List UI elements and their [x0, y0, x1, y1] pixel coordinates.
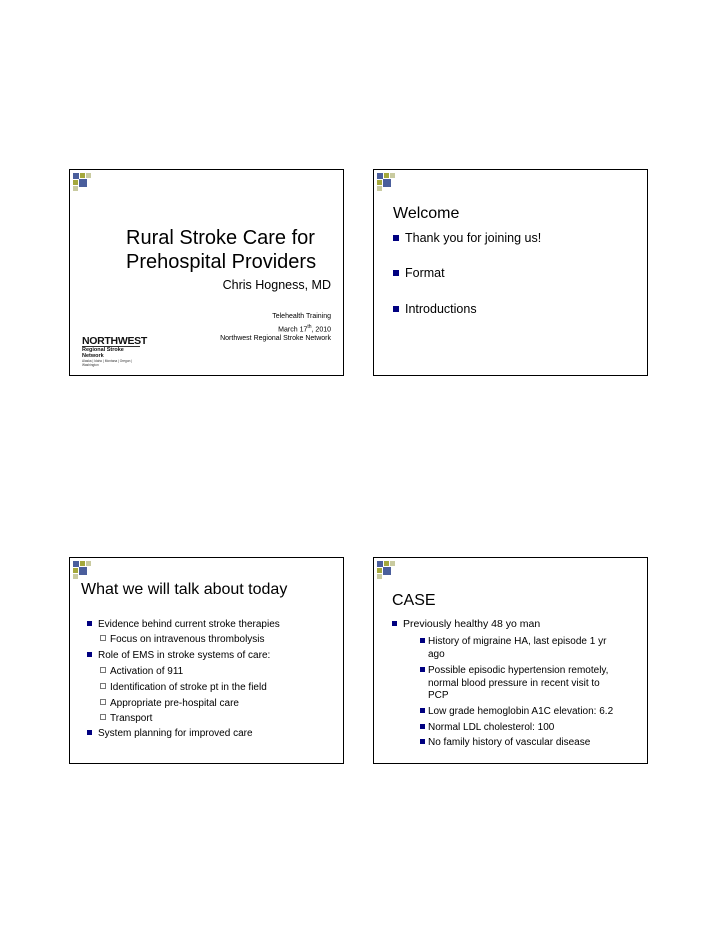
sub-bullet-continuation: ago — [428, 649, 445, 660]
slide-case — [373, 557, 648, 764]
slide-welcome — [373, 169, 648, 376]
organization-name: Northwest Regional Stroke Network — [220, 335, 331, 342]
sub-bullet-item: Focus on intravenous thrombolysis — [100, 634, 265, 645]
sub-bullet-item: Low grade hemoglobin A1C elevation: 6.2 — [420, 706, 613, 717]
slide-corner-decoration — [374, 170, 404, 192]
event-date: March 17th, 2010 — [278, 324, 331, 334]
bullet-square-icon — [87, 621, 92, 626]
bullet-square-icon — [420, 708, 425, 713]
sub-bullet-item: No family history of vascular disease — [420, 737, 590, 748]
northwest-stroke-network-logo: NORTHWEST Regional Stroke Network Alaska | Idaho | Montana | Oregon | Washington — [82, 335, 147, 367]
bullet-square-icon — [420, 667, 425, 672]
bullet-hollow-square-icon — [100, 683, 106, 689]
presenter-name: Chris Hogness, MD — [222, 278, 331, 292]
bullet-square-icon — [420, 638, 425, 643]
bullet-hollow-square-icon — [100, 699, 106, 705]
sub-bullet-item: Appropriate pre-hospital care — [100, 698, 239, 709]
bullet-item: Thank you for joining us! — [393, 231, 541, 245]
bullet-square-icon — [392, 621, 397, 626]
sub-bullet-item: Transport — [100, 713, 152, 724]
bullet-item: Introductions — [393, 302, 477, 316]
bullet-item: Role of EMS in stroke systems of care: — [87, 650, 270, 661]
slide-title-line-2: Prehospital Providers — [126, 251, 317, 273]
slide-heading: CASE — [392, 592, 436, 609]
slide-corner-decoration — [70, 170, 100, 192]
sub-bullet-item: Activation of 911 — [100, 666, 183, 677]
sub-bullet-item: History of migraine HA, last episode 1 yr — [420, 636, 606, 647]
slide-corner-decoration — [374, 558, 404, 580]
bullet-hollow-square-icon — [100, 714, 106, 720]
sub-bullet-item: Identification of stroke pt in the field — [100, 682, 267, 693]
bullet-square-icon — [393, 270, 399, 276]
event-name: Telehealth Training — [272, 313, 331, 320]
sub-bullet-item: Normal LDL cholesterol: 100 — [420, 722, 554, 733]
bullet-square-icon — [393, 235, 399, 241]
slide-title — [69, 169, 344, 376]
sub-bullet-item: Possible episodic hypertension remotely, — [420, 665, 608, 676]
bullet-item: Previously healthy 48 yo man — [392, 618, 540, 630]
slide-title-line-1: Rural Stroke Care for — [126, 227, 315, 249]
bullet-square-icon — [393, 306, 399, 312]
slide-heading: Welcome — [393, 205, 460, 222]
slide-agenda — [69, 557, 344, 764]
bullet-square-icon — [87, 730, 92, 735]
slide-heading: What we will talk about today — [81, 581, 288, 598]
bullet-square-icon — [420, 739, 425, 744]
bullet-item: Evidence behind current stroke therapies — [87, 619, 280, 630]
bullet-square-icon — [87, 652, 92, 657]
sub-bullet-continuation: PCP — [428, 690, 449, 701]
bullet-hollow-square-icon — [100, 635, 106, 641]
sub-bullet-continuation: normal blood pressure in recent visit to — [428, 678, 600, 689]
bullet-square-icon — [420, 724, 425, 729]
bullet-hollow-square-icon — [100, 667, 106, 673]
bullet-item: Format — [393, 266, 445, 280]
slide-corner-decoration — [70, 558, 100, 580]
bullet-item: System planning for improved care — [87, 728, 253, 739]
